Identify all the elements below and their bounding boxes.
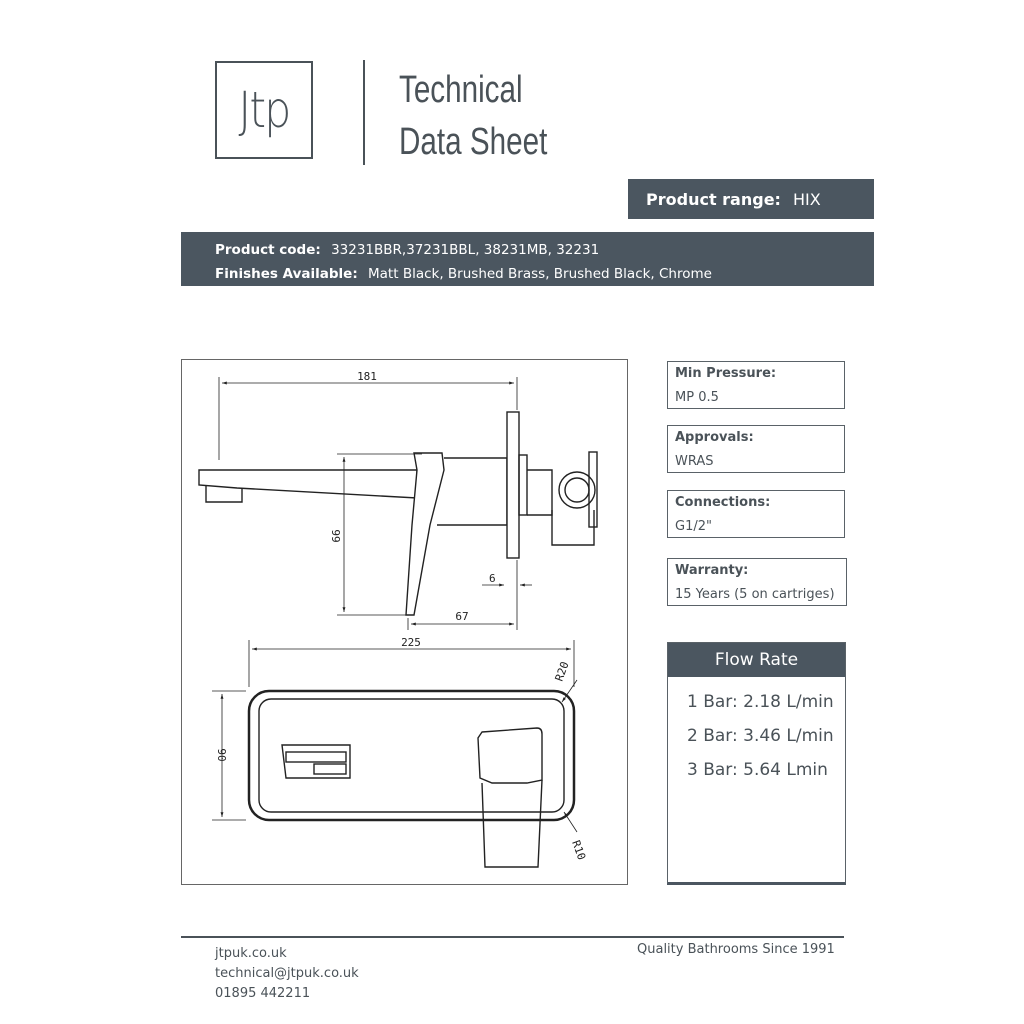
product-range-label: Product range: <box>646 189 781 209</box>
flow-rate-title: Flow Rate <box>668 643 845 677</box>
flow-rate-row: 2 Bar: 3.46 L/min <box>687 726 834 746</box>
dim-plate-height: 90 <box>215 748 228 762</box>
spec-approvals <box>667 425 845 473</box>
product-range-value: HIX <box>792 189 821 209</box>
spec-min-pressure-value: MP 0.5 <box>675 390 719 405</box>
footer-divider <box>181 936 844 938</box>
footer-contacts <box>215 944 359 1004</box>
side-view <box>199 412 597 615</box>
flow-rate-list <box>668 677 845 787</box>
dim-lever-offset: 67 <box>455 610 469 623</box>
spec-approvals-label: Approvals: <box>675 430 754 445</box>
flow-rate-panel <box>667 642 846 885</box>
spec-min-pressure <box>667 361 845 409</box>
spec-connections-label: Connections: <box>675 495 771 510</box>
product-code-label: Product code: <box>215 242 321 258</box>
front-view <box>249 691 574 867</box>
spec-warranty-value: 15 Years (5 on cartriges) <box>675 587 835 602</box>
finishes-label: Finishes Available: <box>215 266 358 282</box>
footer-email-link[interactable]: technical@jtpuk.co.uk <box>215 966 359 981</box>
spec-warranty <box>667 558 847 606</box>
spec-connections-value: G1/2" <box>675 519 712 534</box>
product-range-bar <box>628 179 874 219</box>
dim-width-side: 181 <box>357 370 377 383</box>
side-dimensions <box>219 377 532 630</box>
drawing-svg <box>182 360 629 886</box>
dim-plate-thickness: 6 <box>489 572 496 585</box>
technical-drawing <box>181 359 628 885</box>
spec-min-pressure-label: Min Pressure: <box>675 366 777 381</box>
product-code-row <box>215 238 874 262</box>
finishes-value: Matt Black, Brushed Brass, Brushed Black, Chrome <box>368 266 712 282</box>
spec-connections <box>667 490 845 538</box>
footer-website-link[interactable]: jtpuk.co.uk <box>215 946 287 961</box>
header-divider <box>363 60 365 165</box>
dim-height-side: 99 <box>329 529 342 543</box>
dim-plate-width: 225 <box>401 636 421 649</box>
document-title <box>399 64 547 168</box>
title-line-1: Technical <box>399 69 523 111</box>
spec-approvals-value: WRAS <box>675 454 714 469</box>
logo-text: Jtp <box>238 81 290 139</box>
dim-corner-inner: R10 <box>569 838 589 862</box>
footer-tagline: Quality Bathrooms Since 1991 <box>637 942 835 957</box>
product-code-value: 33231BBR,37231BBL, 38231MB, 32231 <box>331 242 600 258</box>
flow-rate-row: 1 Bar: 2.18 L/min <box>687 692 834 712</box>
brand-logo <box>215 61 313 159</box>
spec-warranty-label: Warranty: <box>675 563 749 578</box>
flow-rate-row: 3 Bar: 5.64 Lmin <box>687 760 828 780</box>
footer-phone: 01895 442211 <box>215 986 311 1001</box>
finishes-row <box>215 262 874 286</box>
product-info-bar <box>181 232 874 286</box>
dim-corner-outer: R20 <box>552 659 572 684</box>
title-line-2: Data Sheet <box>399 121 548 163</box>
